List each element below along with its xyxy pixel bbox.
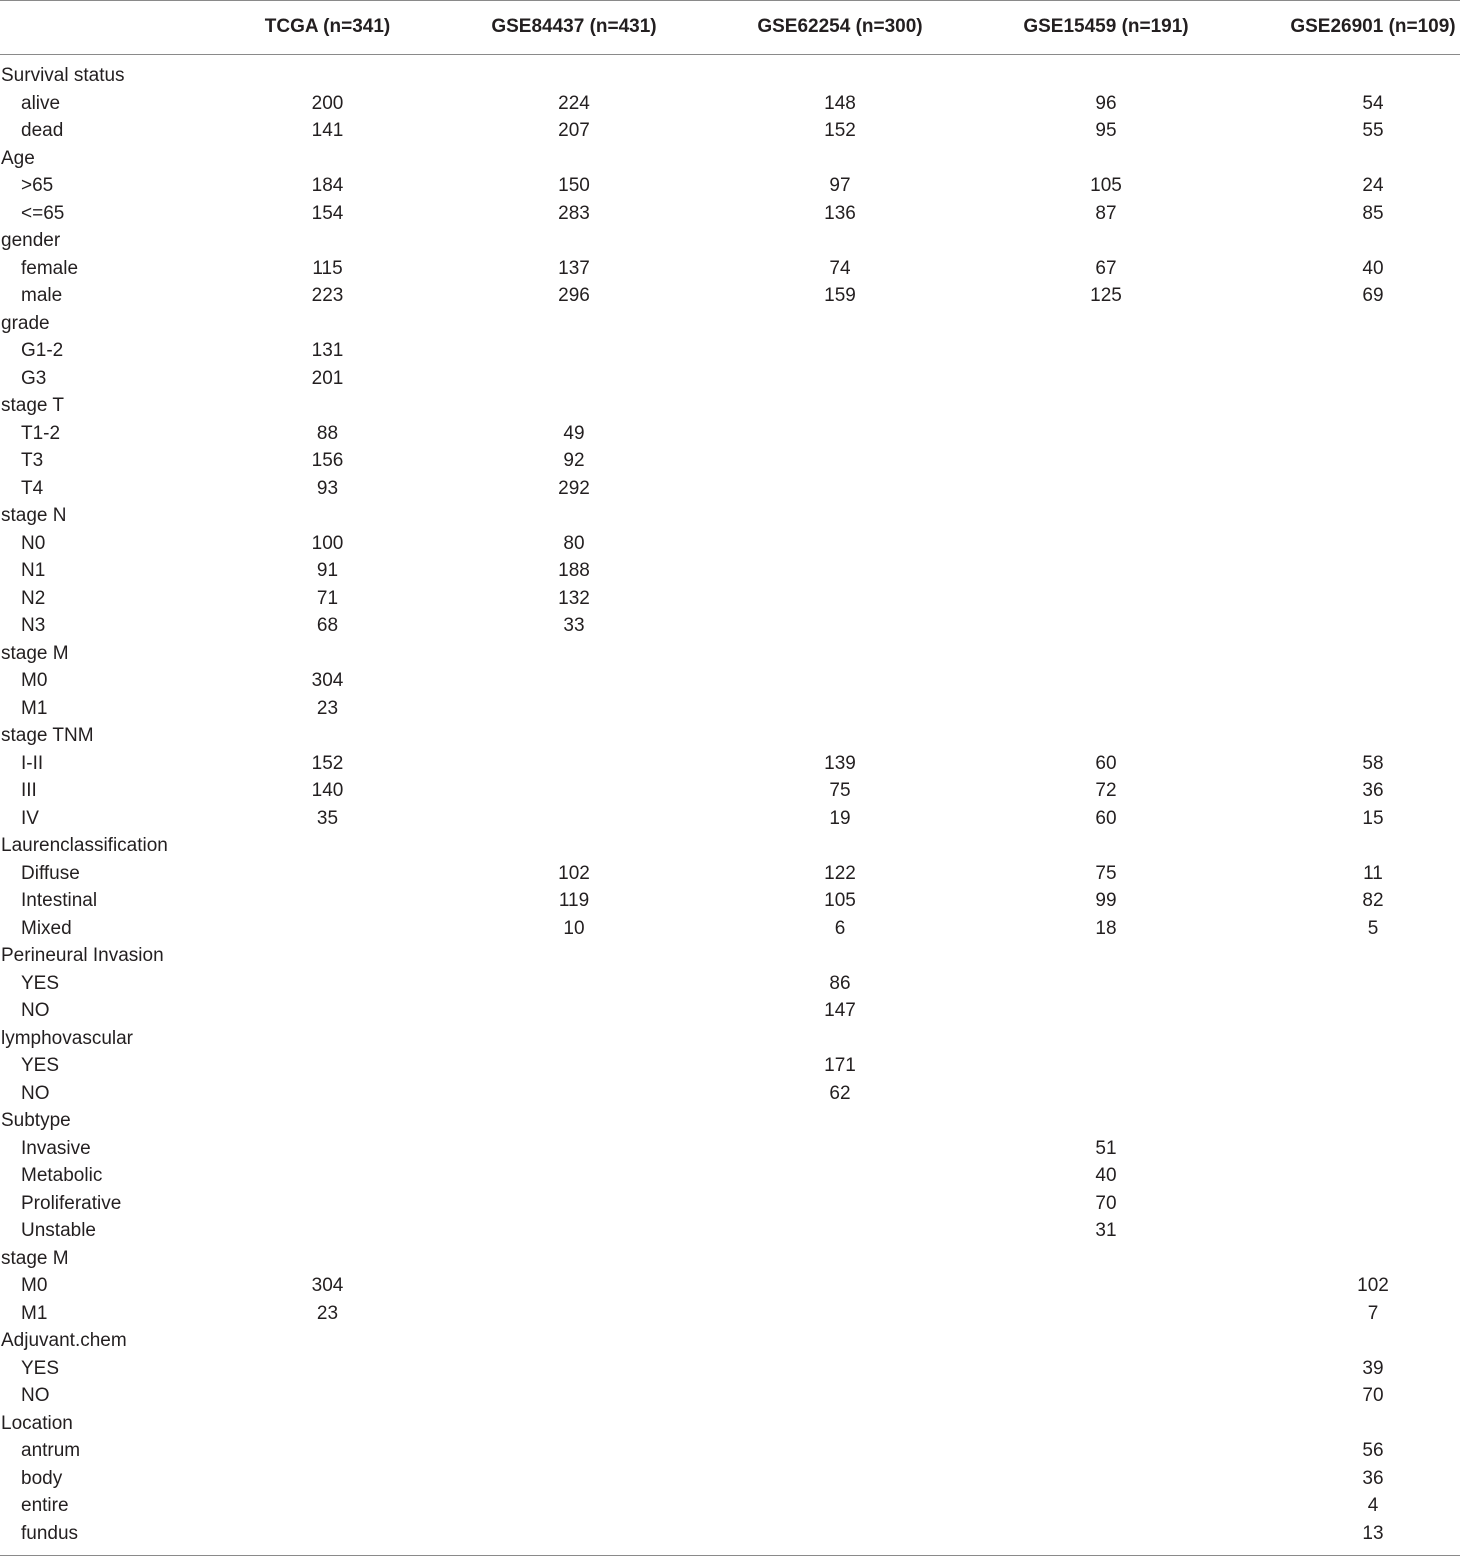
table-group-row: [0, 1107, 1460, 1135]
table-cell: 102: [1357, 1275, 1389, 1296]
table-row: [0, 695, 1460, 723]
row-label: Unstable: [21, 1220, 96, 1241]
row-label: NO: [21, 1385, 50, 1406]
table-row: [0, 1520, 1460, 1548]
table-row: [0, 1217, 1460, 1245]
table-cell: 70: [1095, 1192, 1117, 1214]
table-cell: 36: [1362, 780, 1384, 801]
table-row: [0, 255, 1460, 283]
table-row: [0, 970, 1460, 998]
table-group-row: [0, 227, 1460, 255]
row-label: N2: [21, 587, 46, 609]
column-header-gse15459: GSE15459 (n=191): [1023, 16, 1189, 37]
column-header-tcga: TCGA (n=341): [264, 16, 391, 37]
row-label: Mixed: [21, 917, 72, 939]
table-cell: 201: [311, 367, 344, 389]
table-cell: 40: [1095, 1165, 1117, 1186]
table-group-row: [0, 1327, 1460, 1355]
table-cell: 132: [558, 587, 590, 609]
table-body: [0, 62, 1460, 1547]
table-cell: 96: [1095, 92, 1117, 114]
table-cell: 60: [1095, 752, 1117, 774]
row-label: T4: [21, 477, 44, 499]
table-cell: 49: [563, 422, 585, 444]
group-label: grade: [1, 312, 50, 334]
table-cell: 283: [558, 202, 590, 224]
table-cell: 152: [311, 752, 344, 774]
table-cell: 156: [311, 450, 344, 471]
table-cell: 223: [311, 285, 344, 306]
table-cell: 184: [311, 175, 344, 196]
table-cell: 122: [824, 862, 856, 884]
row-label: dead: [21, 120, 64, 141]
table-row: [0, 1492, 1460, 1520]
table-cell: 87: [1095, 202, 1117, 224]
table-cell: 33: [563, 615, 585, 636]
table-cell: 137: [558, 257, 590, 279]
table-cell: 147: [824, 1000, 856, 1021]
table-row: [0, 997, 1460, 1025]
table-cell: 224: [558, 92, 590, 114]
row-label: I-II: [21, 752, 44, 774]
table-row: [0, 777, 1460, 805]
table-cell: 171: [824, 1055, 856, 1076]
table-cell: 62: [829, 1082, 851, 1104]
table-cell: 140: [311, 780, 344, 801]
table-cell: 136: [824, 202, 856, 224]
table-cell: 68: [316, 615, 339, 636]
table-cell: 105: [1090, 175, 1122, 196]
group-label: Age: [1, 147, 35, 169]
row-label: M1: [21, 697, 48, 719]
table-cell: 67: [1095, 257, 1117, 279]
table-row: [0, 557, 1460, 585]
table-cell: 139: [824, 752, 856, 774]
table-cell: 100: [311, 532, 344, 554]
table-cell: 88: [316, 422, 339, 444]
group-label: Location: [1, 1412, 73, 1434]
table-group-row: [0, 722, 1460, 750]
table-cell: 95: [1095, 120, 1117, 141]
table-row: [0, 117, 1460, 145]
table-cell: 119: [558, 890, 590, 911]
table-cell: 82: [1362, 890, 1384, 911]
group-label: stage M: [1, 642, 69, 664]
row-label: <=65: [21, 202, 65, 224]
table-row: [0, 805, 1460, 833]
group-label: stage N: [1, 505, 67, 526]
table-row: [0, 612, 1460, 640]
row-label: Diffuse: [21, 862, 80, 884]
group-label: stage T: [1, 395, 65, 416]
table-cell: 54: [1362, 92, 1384, 114]
table-cell: 93: [316, 477, 339, 499]
row-label: female: [21, 257, 79, 279]
table-cell: 40: [1362, 257, 1384, 279]
table-row: [0, 365, 1460, 393]
group-label: Laurenclassification: [1, 835, 168, 856]
row-label: alive: [21, 92, 61, 114]
table-cell: 6: [834, 917, 846, 939]
table-group-row: [0, 832, 1460, 860]
row-label: Metabolic: [21, 1165, 103, 1186]
table-row: [0, 1437, 1460, 1465]
table-cell: 69: [1362, 285, 1384, 306]
table-row: [0, 1135, 1460, 1163]
table-cell: 71: [316, 587, 339, 609]
row-label: N1: [21, 560, 46, 581]
table-cell: 159: [824, 285, 856, 306]
row-label: M0: [21, 670, 48, 691]
group-label: stage TNM: [1, 725, 94, 746]
column-header-gse62254: GSE62254 (n=300): [757, 16, 923, 37]
table-cell: 31: [1095, 1220, 1117, 1241]
table-cell: 56: [1362, 1440, 1384, 1461]
table-cell: 102: [558, 862, 590, 884]
table-cell: 296: [558, 285, 590, 306]
table-cell: 15: [1362, 807, 1384, 829]
table-cell: 92: [563, 450, 585, 471]
table-row: [0, 1162, 1460, 1190]
table-cell: 7: [1367, 1302, 1379, 1324]
row-label: fundus: [21, 1522, 79, 1544]
table-cell: 152: [824, 120, 856, 141]
column-header-gse26901: GSE26901 (n=109): [1290, 16, 1456, 37]
table-cell: 99: [1095, 890, 1117, 911]
table-row: [0, 1080, 1460, 1108]
row-label: III: [21, 780, 37, 801]
table-group-row: [0, 1025, 1460, 1053]
table-row: [0, 447, 1460, 475]
group-label: lymphovascular: [1, 1027, 133, 1049]
row-label: YES: [21, 1357, 60, 1379]
table-cell: 154: [311, 202, 344, 224]
row-label: G1-2: [21, 340, 64, 361]
table-group-row: [0, 1410, 1460, 1438]
table-row: [0, 915, 1460, 943]
row-label: N3: [21, 615, 46, 636]
row-label: M0: [21, 1275, 48, 1296]
table-cell: 85: [1362, 202, 1384, 224]
table-row: [0, 1382, 1460, 1410]
table-cell: 207: [558, 120, 590, 141]
table-row: [0, 667, 1460, 695]
table-cell: 86: [829, 972, 851, 994]
table-cell: 304: [311, 670, 344, 691]
table-cell: 74: [829, 257, 851, 279]
group-label: Adjuvant.chem: [1, 1330, 127, 1351]
table-header-rule: [0, 54, 1460, 55]
table-cell: 304: [311, 1275, 344, 1296]
table-cell: 23: [316, 697, 339, 719]
table-row: [0, 420, 1460, 448]
table-cell: 75: [829, 780, 851, 801]
table-cell: 115: [312, 257, 343, 279]
table-cell: 75: [1095, 862, 1117, 884]
table-group-row: [0, 62, 1460, 90]
table-row: [0, 90, 1460, 118]
table-group-row: [0, 392, 1460, 420]
table-cell: 148: [824, 92, 856, 114]
table-row: [0, 475, 1460, 503]
table-cell: 51: [1095, 1137, 1117, 1159]
table-row: [0, 1272, 1460, 1300]
table-group-row: [0, 310, 1460, 338]
table-cell: 80: [563, 532, 585, 554]
table-cell: 72: [1095, 780, 1117, 801]
table-group-row: [0, 145, 1460, 173]
row-label: body: [21, 1467, 63, 1489]
table-row: [0, 1300, 1460, 1328]
table-cell: 60: [1095, 807, 1117, 829]
table-cell: 24: [1362, 175, 1384, 196]
row-label: Proliferative: [21, 1192, 122, 1214]
table-row: [0, 1355, 1460, 1383]
row-label: T3: [21, 450, 44, 471]
table-row: [0, 530, 1460, 558]
table-cell: 10: [563, 917, 585, 939]
row-label: entire: [21, 1495, 69, 1516]
row-label: G3: [21, 367, 47, 389]
table-row: [0, 1465, 1460, 1493]
table-cell: 58: [1362, 752, 1384, 774]
table-bottom-rule: [0, 1555, 1460, 1556]
table-cell: 150: [558, 175, 590, 196]
row-label: >65: [21, 175, 54, 196]
table-row: [0, 1052, 1460, 1080]
table-cell: 141: [311, 120, 344, 141]
table-cell: 36: [1362, 1467, 1384, 1489]
table-row: [0, 337, 1460, 365]
table-group-row: [0, 640, 1460, 668]
table-cell: 97: [829, 175, 851, 196]
table-header-row: [0, 0, 1460, 54]
row-label: NO: [21, 1082, 50, 1104]
table-cell: 200: [311, 92, 344, 114]
row-label: T1-2: [21, 422, 61, 444]
table-cell: 23: [316, 1302, 339, 1324]
table-group-row: [0, 942, 1460, 970]
row-label: NO: [21, 1000, 50, 1021]
table-group-row: [0, 1245, 1460, 1273]
table-cell: 35: [316, 807, 339, 829]
table-group-row: [0, 502, 1460, 530]
table-cell: 188: [558, 560, 590, 581]
row-label: M1: [21, 1302, 48, 1324]
column-header-gse84437: GSE84437 (n=431): [491, 16, 657, 37]
table-cell: 70: [1362, 1385, 1384, 1406]
table-cell: 91: [316, 560, 339, 581]
table-cell: 105: [824, 890, 856, 911]
table-cell: 39: [1362, 1357, 1384, 1379]
table-row: [0, 1190, 1460, 1218]
table-cell: 4: [1367, 1495, 1379, 1516]
table-row: [0, 200, 1460, 228]
table-cell: 55: [1362, 120, 1384, 141]
group-label: Subtype: [1, 1110, 71, 1131]
row-label: Intestinal: [21, 890, 98, 911]
row-label: antrum: [21, 1440, 81, 1461]
table-cell: 292: [558, 477, 590, 499]
group-label: stage M: [1, 1247, 69, 1269]
row-label: YES: [21, 1055, 60, 1076]
table-cell: 131: [311, 340, 344, 361]
table-cell: 5: [1367, 917, 1379, 939]
row-label: IV: [21, 807, 39, 829]
row-label: N0: [21, 532, 46, 554]
group-label: Survival status: [1, 65, 125, 86]
table-row: [0, 585, 1460, 613]
table-cell: 19: [829, 807, 851, 829]
table-row: [0, 860, 1460, 888]
row-label: male: [21, 285, 63, 306]
table-cell: 18: [1095, 917, 1117, 939]
table-row: [0, 282, 1460, 310]
table-cell: 125: [1090, 285, 1122, 306]
row-label: YES: [21, 972, 60, 994]
table-cell: 13: [1362, 1522, 1384, 1544]
table-row: [0, 750, 1460, 778]
row-label: Invasive: [21, 1137, 91, 1159]
table-row: [0, 172, 1460, 200]
table-cell: 11: [1363, 862, 1383, 884]
table-row: [0, 887, 1460, 915]
group-label: gender: [1, 230, 61, 251]
group-label: Perineural Invasion: [1, 945, 164, 966]
